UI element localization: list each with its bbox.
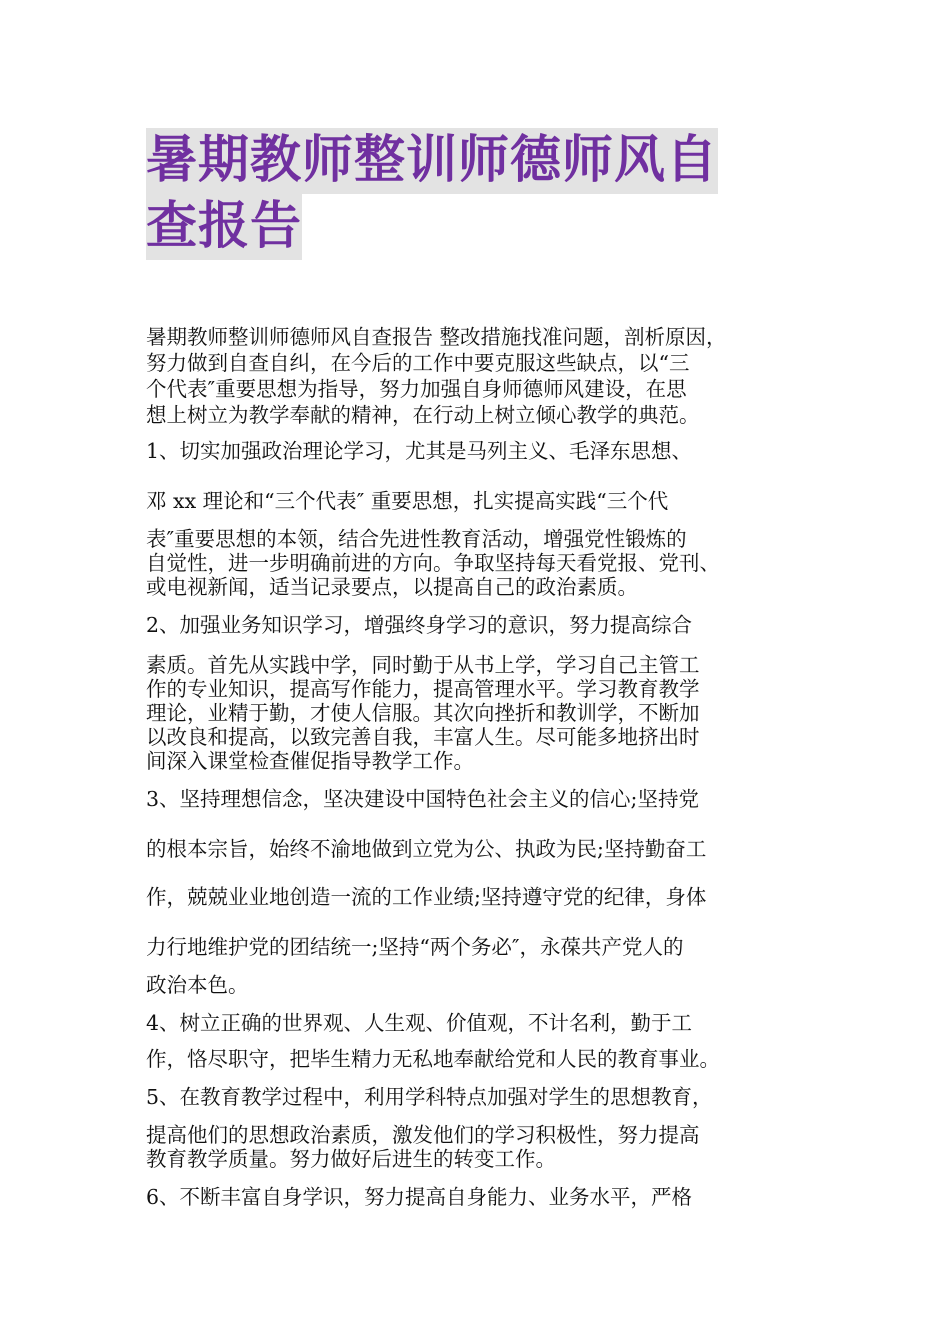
text-line: 邓 xx 理论和“三个代表″ 重要思想，扎实提高实践“三个代 bbox=[146, 489, 669, 513]
text-line: 个代表″重要思想为指导，努力加强自身师德师风建设，在思 bbox=[146, 377, 687, 401]
text-line: 以改良和提高，以致完善自我，丰富人生。尽可能多地挤出时 bbox=[146, 725, 700, 749]
text-line: 或电视新闻，适当记录要点，以提高自己的政治素质。 bbox=[146, 575, 638, 599]
title-line: 暑期教师整训师德师风自 bbox=[146, 128, 718, 194]
text-line: 素质。首先从实践中学，同时勤于从书上学，学习自己主管工 bbox=[146, 653, 700, 677]
page-title bbox=[146, 128, 826, 260]
text-line: 1、切实加强政治理论学习，尤其是马列主义、毛泽东思想、 bbox=[146, 439, 693, 463]
text-line: 政治本色。 bbox=[146, 973, 249, 997]
text-line: 理论，业精于勤，才使人信服。其次向挫折和教训学，不断加 bbox=[146, 701, 700, 725]
title-line: 查报告 bbox=[146, 194, 302, 260]
text-line: 3、坚持理想信念，坚决建设中国特色社会主义的信心;坚持党 bbox=[146, 787, 699, 811]
text-line: 自觉性，进一步明确前进的方向。争取坚持每天看党报、党刊、 bbox=[146, 551, 720, 575]
text-line: 教育教学质量。努力做好后进生的转变工作。 bbox=[146, 1147, 556, 1171]
text-line: 作的专业知识，提高写作能力，提高管理水平。学习教育教学 bbox=[146, 677, 700, 701]
text-line: 作，恪尽职守，把毕生精力无私地奉献给党和人民的教育事业。 bbox=[146, 1047, 720, 1071]
text-line: 2、加强业务知识学习，增强终身学习的意识，努力提高综合 bbox=[146, 613, 693, 637]
text-line: 暑期教师整训师德师风自查报告 整改措施找准问题，剖析原因， bbox=[146, 325, 727, 349]
text-line: 间深入课堂检查催促指导教学工作。 bbox=[146, 749, 474, 773]
text-line: 作，兢兢业业地创造一流的工作业绩;坚持遵守党的纪律，身体 bbox=[146, 885, 707, 909]
text-line: 力行地维护党的团结统一;坚持“两个务必″，永葆共产党人的 bbox=[146, 935, 684, 959]
text-line: 努力做到自查自纠，在今后的工作中要克服这些缺点，以“三 bbox=[146, 351, 690, 375]
text-line: 5、在教育教学过程中，利用学科特点加强对学生的思想教育， bbox=[146, 1085, 713, 1109]
text-line: 表″重要思想的本领，结合先进性教育活动，增强党性锻炼的 bbox=[146, 527, 687, 551]
text-line: 想上树立为教学奉献的精神，在行动上树立倾心教学的典范。 bbox=[146, 403, 700, 427]
text-line: 4、树立正确的世界观、人生观、价值观，不计名利，勤于工 bbox=[146, 1011, 693, 1035]
text-line: 提高他们的思想政治素质，激发他们的学习积极性，努力提高 bbox=[146, 1123, 700, 1147]
text-line: 6、不断丰富自身学识，努力提高自身能力、业务水平，严格 bbox=[146, 1185, 693, 1209]
text-line: 的根本宗旨，始终不渝地做到立党为公、执政为民;坚持勤奋工 bbox=[146, 837, 707, 861]
